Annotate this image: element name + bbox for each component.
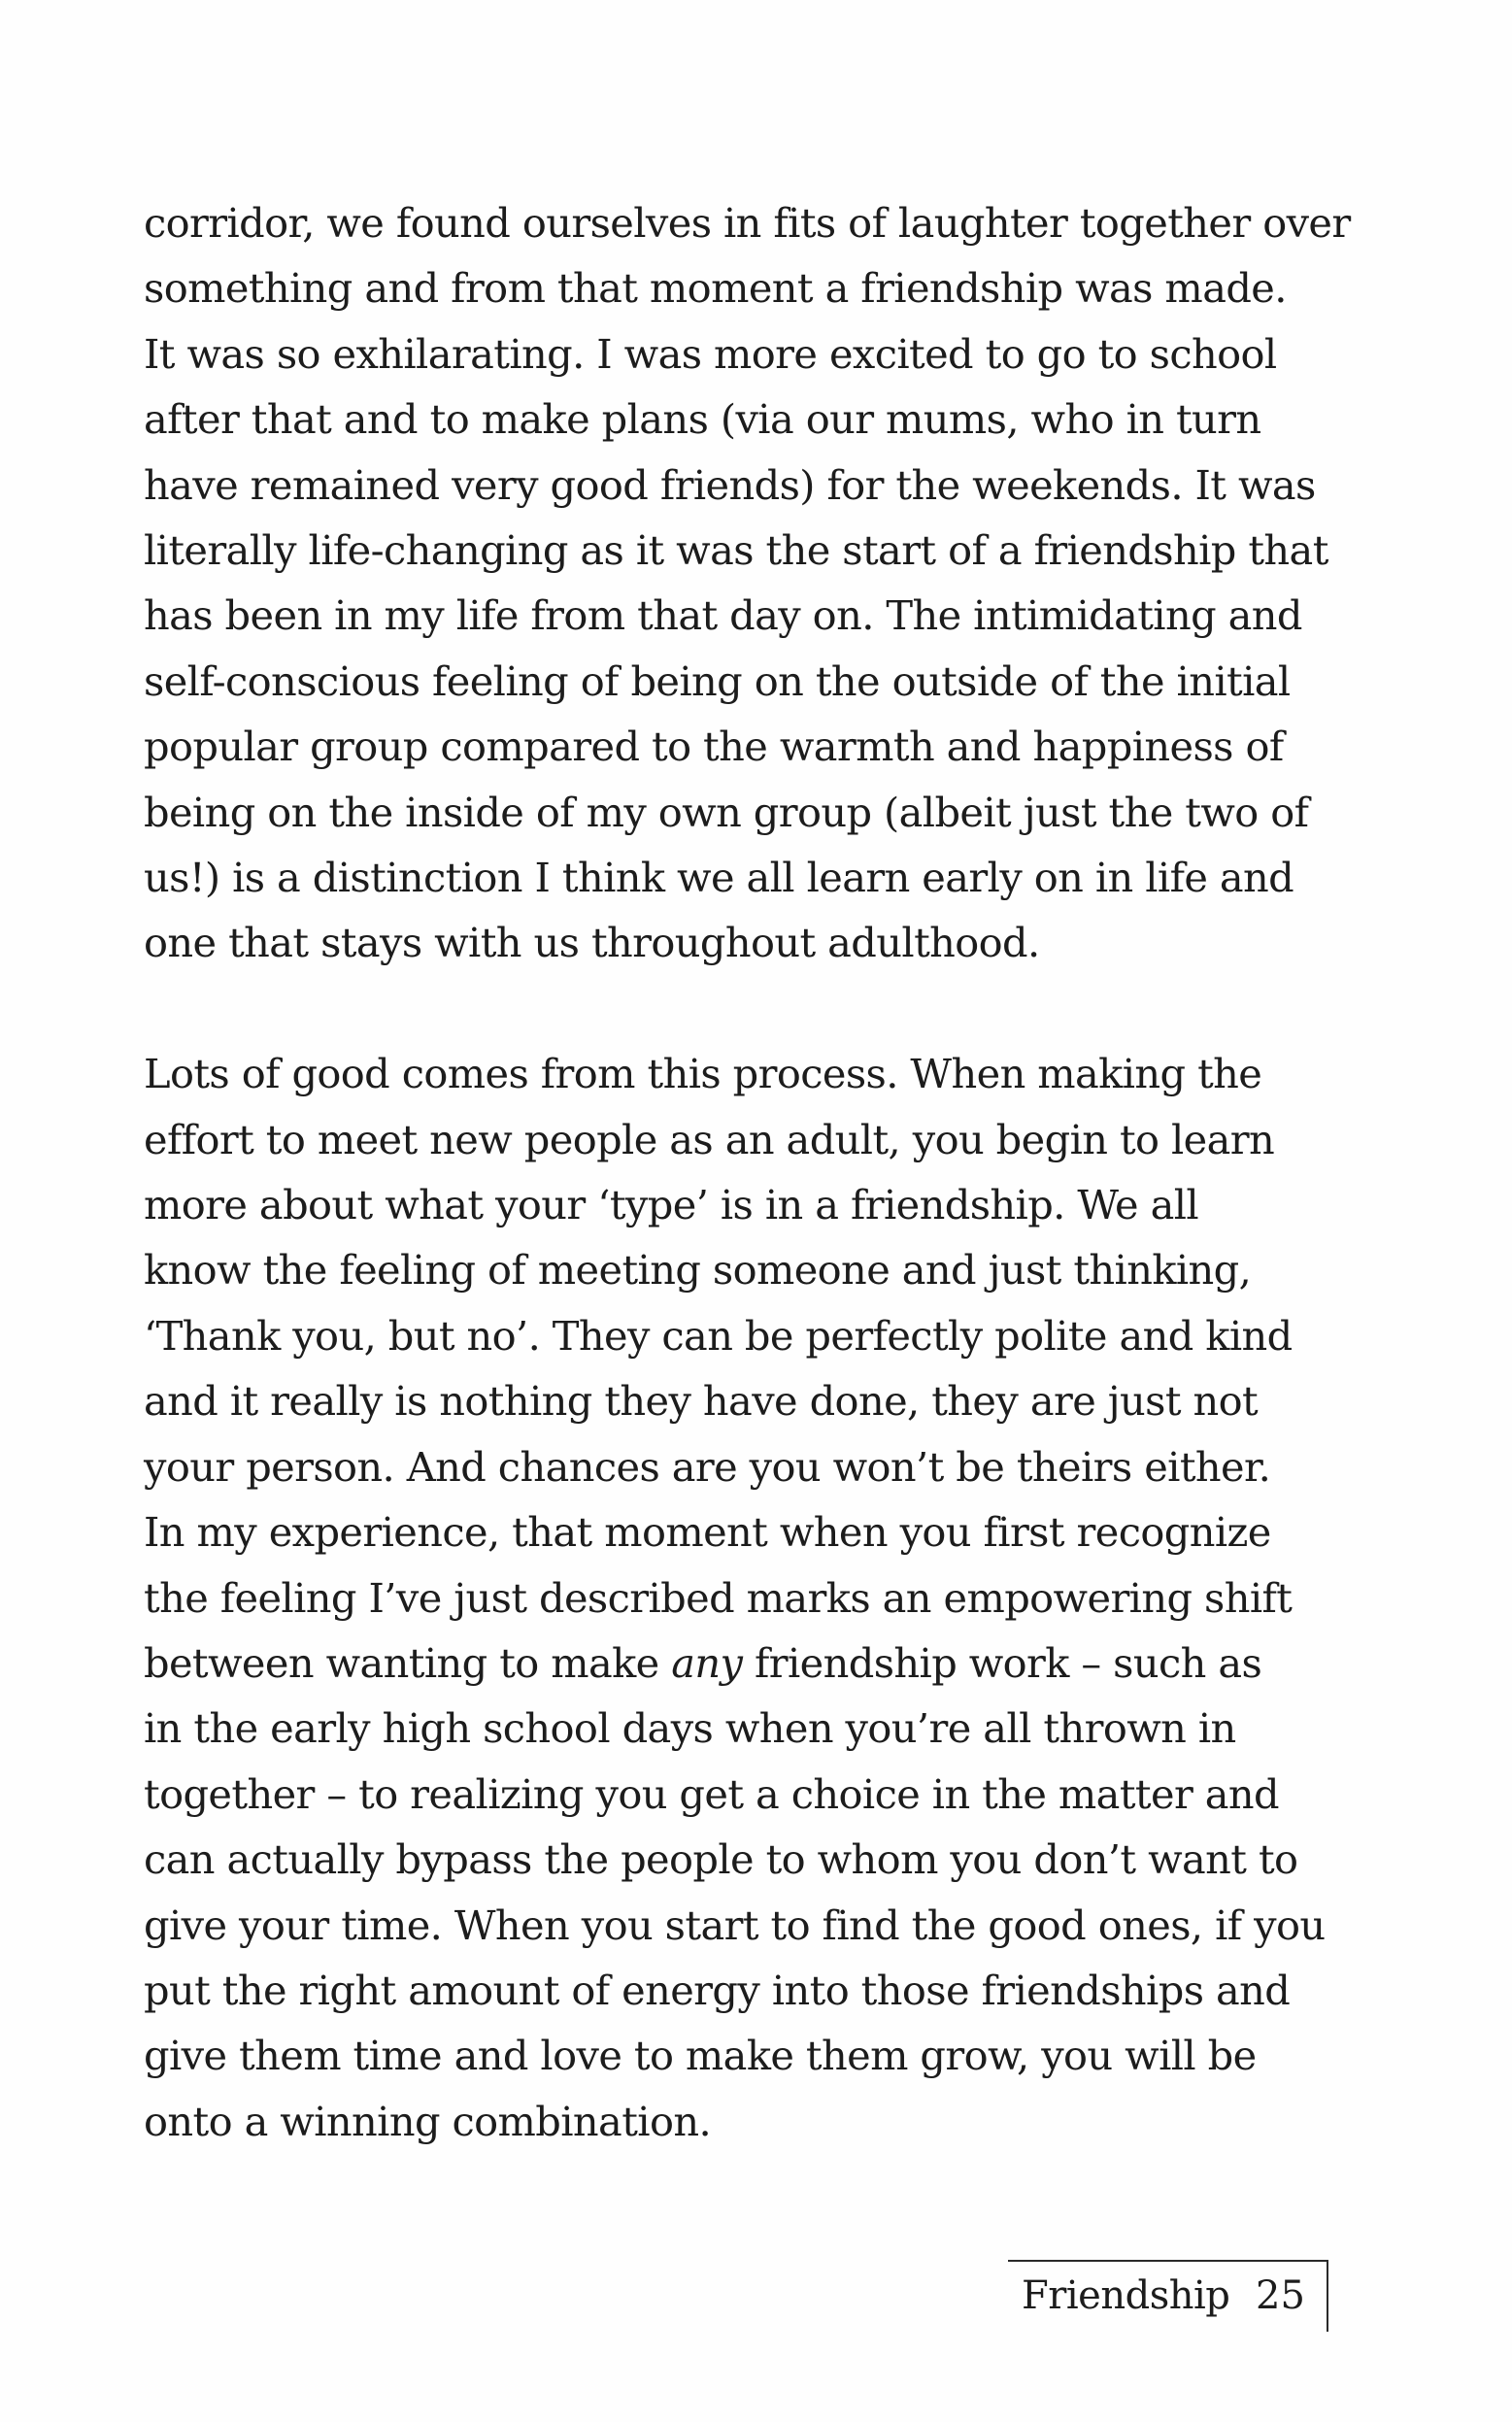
text-line: give your time. When you start to find the good ones, if you [144, 1901, 1326, 1949]
text-line: know the feeling of meeting someone and just thinking, [144, 1246, 1252, 1295]
text-segment: friendship work – such as [742, 1638, 1262, 1687]
text-line-with-emphasis [144, 1631, 1387, 1696]
text-line: being on the inside of my own group (albeit just the two of [144, 788, 1309, 836]
emphasized-word: any [671, 1638, 743, 1687]
running-footer-title: Friendship [1022, 2273, 1230, 2318]
text-line: effort to meet new people as an adult, you begin to learn [144, 1115, 1275, 1163]
text-line: onto a winning combination. [144, 2097, 712, 2145]
text-segment: between wanting to make [144, 1638, 672, 1687]
text-line: has been in my life from that day on. The intimidating and [144, 591, 1302, 640]
paragraph-2 [144, 1041, 1387, 2154]
text-line: one that stays with us throughout adulthood. [144, 919, 1040, 967]
footer-vertical-rule [1327, 2260, 1328, 2332]
text-line: us!) is a distinction I think we all learn early on in life and [144, 854, 1294, 902]
text-line: something and from that moment a friendship was made. [144, 264, 1287, 313]
paragraph-1 [144, 190, 1387, 976]
text-line: give them time and love to make them grow, you will be [144, 2032, 1257, 2080]
text-line: and it really is nothing they have done, they are just not [144, 1377, 1259, 1426]
text-line: corridor, we found ourselves in fits of laughter together over [144, 199, 1351, 247]
body-text [144, 190, 1387, 2154]
text-line: after that and to make plans (via our mums, who in turn [144, 395, 1261, 444]
page-footer [1008, 2260, 1328, 2338]
text-line: ‘Thank you, but no’. They can be perfectly polite and kind [144, 1311, 1293, 1360]
footer-rule [1008, 2260, 1328, 2262]
text-line: can actually bypass the people to whom you don’t want to [144, 1835, 1298, 1884]
text-line: in the early high school days when you’re all thrown in [144, 1704, 1236, 1753]
text-line: literally life-changing as it was the start of a friendship that [144, 526, 1328, 575]
text-line: It was so exhilarating. I was more excited to go to school [144, 329, 1277, 378]
text-line: the feeling I’ve just described marks an empowering shift [144, 1573, 1293, 1622]
text-line: In my experience, that moment when you first recognize [144, 1508, 1271, 1557]
text-line: your person. And chances are you won’t be theirs either. [144, 1442, 1271, 1491]
text-line: Lots of good comes from this process. When making the [144, 1050, 1262, 1098]
text-line: more about what your ‘type’ is in a friendship. We all [144, 1181, 1199, 1229]
text-line: popular group compared to the warmth and happiness of [144, 723, 1284, 771]
text-line: put the right amount of energy into those friendships and [144, 1966, 1291, 2014]
text-line: together – to realizing you get a choice in the matter and [144, 1769, 1280, 1818]
text-line: self-conscious feeling of being on the outside of the initial [144, 656, 1291, 705]
page-number: 25 [1256, 2273, 1305, 2318]
text-line: have remained very good friends) for the weekends. It was [144, 460, 1316, 509]
